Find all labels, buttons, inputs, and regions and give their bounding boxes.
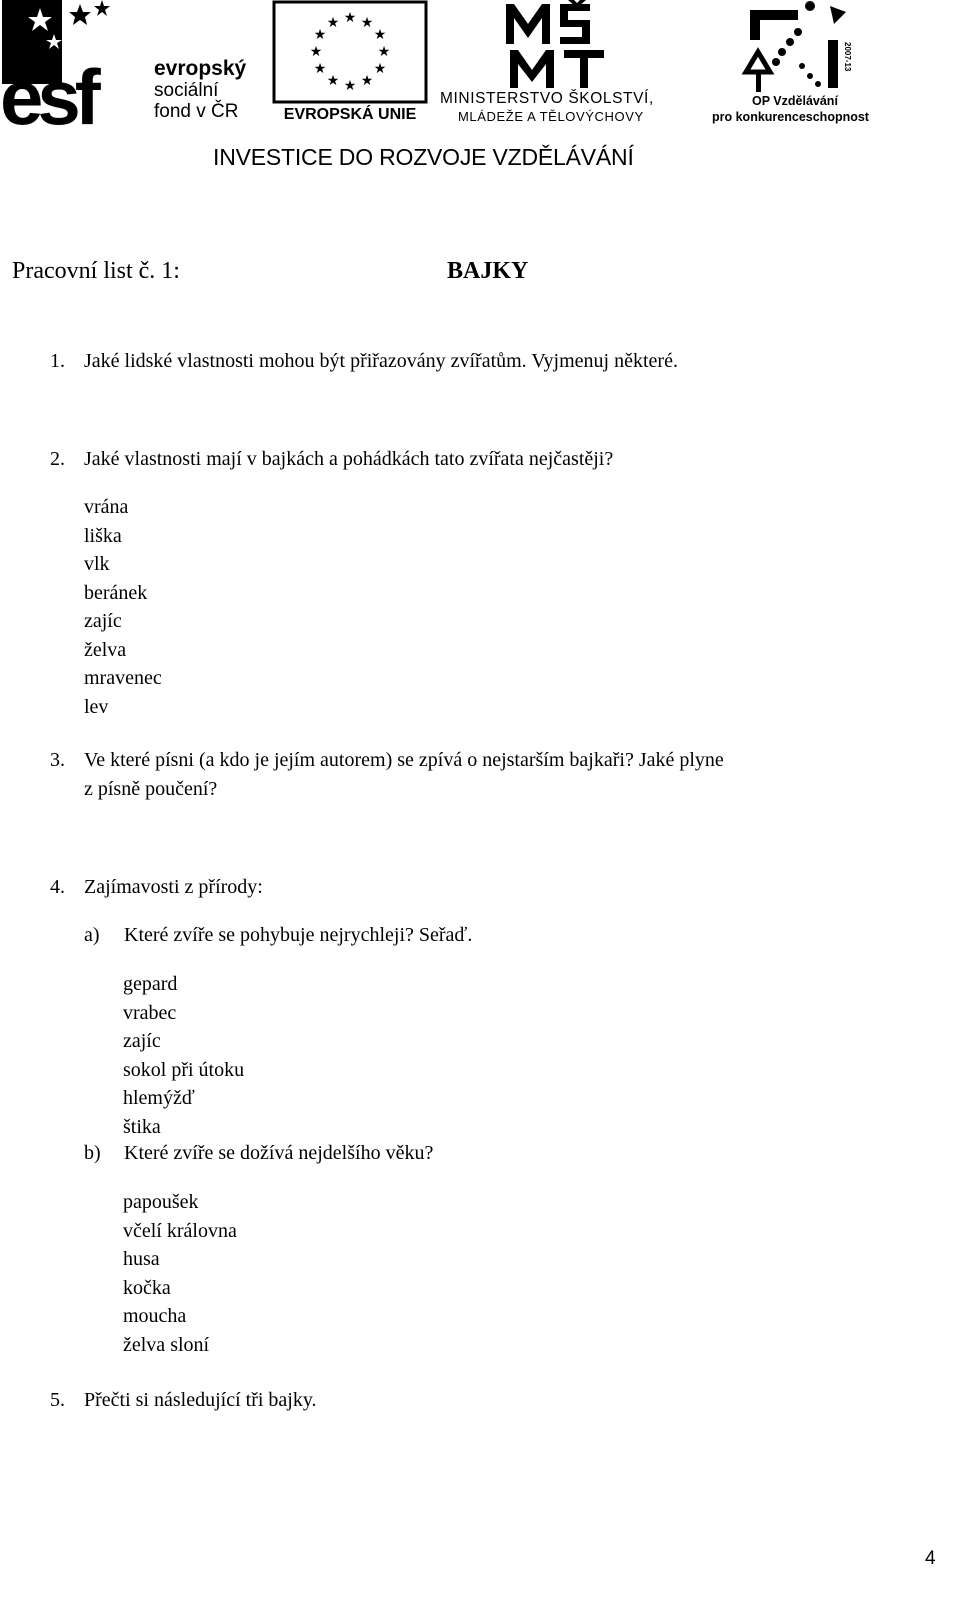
op-logo (712, 0, 880, 128)
list-item: vlk (84, 553, 110, 575)
svg-text:★: ★ (343, 10, 357, 26)
msmt-line-2: MLÁDEŽE A TĚLOVÝCHOVY (458, 109, 644, 124)
list-item: zajíc (84, 610, 122, 632)
list-item: vrána (84, 496, 129, 518)
page-number: 4 (925, 1548, 936, 1569)
svg-text:★: ★ (373, 27, 387, 43)
list-item: včelí královna (123, 1219, 237, 1242)
op-line-2: pro konkurenceschopnost (712, 110, 869, 124)
esf-mark-icon (2, 0, 152, 128)
eu-flag-icon (272, 0, 428, 104)
tagline: INVESTICE DO ROZVOJE VZDĚLÁVÁNÍ (213, 144, 634, 170)
list-item: kočka (123, 1276, 171, 1299)
list-item: zajíc (123, 1030, 161, 1052)
svg-text:★: ★ (313, 27, 327, 43)
svg-text:★: ★ (373, 61, 387, 77)
list-item: vrabec (123, 1001, 177, 1024)
esf-logo (2, 0, 260, 128)
svg-text:★: ★ (309, 44, 323, 60)
op-line-1: OP Vzdělávání (752, 94, 838, 108)
list-item: štika (123, 1115, 161, 1138)
question-number: 3. (50, 749, 65, 771)
svg-text:★: ★ (377, 44, 391, 60)
list-item: liška (84, 524, 122, 547)
msmt-mark-icon (440, 0, 702, 90)
question-text: Přečti si následující tři bajky. (84, 1389, 317, 1411)
question-number: 4. (50, 876, 65, 898)
list-item: husa (123, 1248, 160, 1270)
svg-text:★: ★ (360, 15, 374, 31)
q4a-animal-list (123, 970, 244, 1141)
sub-text: Které zvíře se pohybuje nejrychleji? Seřaď. (124, 924, 473, 946)
esf-line-1: evropský (154, 57, 247, 80)
svg-text:★: ★ (326, 15, 340, 31)
q2-animal-list (84, 493, 162, 721)
question-text: Zajímavosti z přírody: (84, 876, 263, 898)
list-item: moucha (123, 1305, 187, 1327)
esf-line-2: sociální (154, 80, 219, 101)
list-item: sokol při útoku (123, 1058, 245, 1081)
question-text-line-2: z písně poučení? (84, 778, 218, 800)
question-text: Jaké lidské vlastnosti mohou být přiřazovány zvířatům. Vyjmenuj některé. (84, 350, 678, 372)
question-number: 5. (50, 1389, 65, 1411)
worksheet-title: BAJKY (447, 258, 529, 284)
eu-logo (272, 0, 428, 128)
question-number: 2. (50, 448, 65, 470)
question-number: 1. (50, 350, 65, 372)
list-item: lev (84, 695, 109, 718)
eu-caption: EVROPSKÁ UNIE (283, 106, 417, 123)
q4b-animal-list (123, 1188, 237, 1359)
svg-text:★: ★ (326, 73, 340, 89)
sub-text: Které zvíře se dožívá nejdelšího věku? (124, 1142, 434, 1164)
svg-text:★: ★ (313, 61, 327, 77)
msmt-logo (440, 0, 702, 128)
question-text-line-1: Ve které písni (a kdo je jejím autorem) se zpívá o nejstarším bajkaři? Jaké plyne (84, 749, 724, 771)
svg-text:esf: esf (2, 53, 95, 128)
question-text: Jaké vlastnosti mají v bajkách a pohádkách tato zvířata nejčastěji? (84, 448, 614, 470)
msmt-line-1: MINISTERSTVO ŠKOLSTVÍ, (440, 90, 654, 107)
sub-label: b) (84, 1142, 101, 1164)
svg-text:★: ★ (360, 73, 374, 89)
esf-line-3: fond v ČR (154, 101, 239, 122)
list-item: želva sloní (123, 1333, 210, 1356)
svg-text:★: ★ (343, 78, 357, 94)
list-item: beránek (84, 581, 148, 604)
sub-label: a) (84, 924, 100, 946)
op-mark-icon (712, 0, 880, 94)
op-years: 2007-13 (843, 42, 852, 72)
list-item: želva (84, 638, 127, 661)
list-item: hlemýžď (123, 1087, 195, 1109)
list-item: mravenec (84, 667, 162, 689)
list-item: gepard (123, 973, 178, 995)
list-item: papoušek (123, 1191, 199, 1213)
worksheet-label: Pracovní list č. 1: (12, 258, 180, 284)
